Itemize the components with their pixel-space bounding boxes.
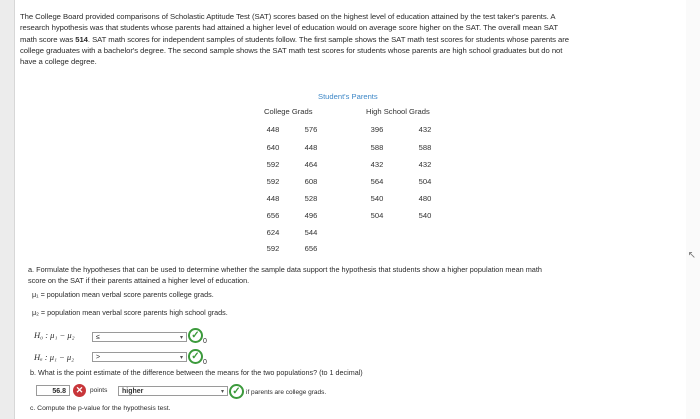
table-cell: 588 xyxy=(370,143,384,152)
table-cell: 656 xyxy=(304,244,318,253)
correct-check-icon: ✓ xyxy=(229,384,244,399)
table-cell: 448 xyxy=(304,143,318,152)
table-header: Student's Parents xyxy=(318,92,378,101)
intro-line-3 xyxy=(20,34,685,45)
table-cell: 540 xyxy=(418,211,432,220)
col-header-college: College Grads xyxy=(264,107,313,116)
left-margin-bar xyxy=(0,0,15,419)
table-cell: 432 xyxy=(370,160,384,169)
correct-check-icon: ✓ xyxy=(188,349,203,364)
table-cell: 528 xyxy=(304,194,318,203)
point-estimate-input[interactable]: 56.8 xyxy=(36,385,70,396)
table-cell: 396 xyxy=(370,125,384,134)
h0-label: H₀ : μ₁ − μ₂ xyxy=(34,330,75,340)
col-header-highschool: High School Grads xyxy=(366,107,430,116)
table-cell: 432 xyxy=(418,125,432,134)
intro-line-4: college graduates with a bachelor's degree. The second sample shows the SAT math test scores for students whose parents are high school graduates but do not xyxy=(20,45,563,55)
table-cell: 496 xyxy=(304,211,318,220)
problem-intro xyxy=(20,11,685,67)
table-cell: 540 xyxy=(370,194,384,203)
table-cell: 624 xyxy=(266,228,280,237)
ha-operator-value: > xyxy=(96,354,101,361)
table-cell: 448 xyxy=(266,125,280,134)
part-b-suffix: if parents are college grads. xyxy=(246,389,327,396)
table-cell: 592 xyxy=(266,177,280,186)
table-cell: 448 xyxy=(266,194,280,203)
intro-line-1: The College Board provided comparisons of Scholastic Aptitude Test (SAT) scores based on the highest level of education attained by the test taker's parents. A xyxy=(20,12,556,21)
part-a-line-1: a. Formulate the hypotheses that can be used to determine whether the sample data support the hypothesis that students show a higher population mean math xyxy=(28,265,542,274)
ha-operator-select[interactable] xyxy=(92,352,187,362)
points-label: points xyxy=(90,387,108,394)
incorrect-x-icon: ✕ xyxy=(73,384,86,397)
right-margin-bar xyxy=(686,0,700,419)
overall-mean-value: 514 xyxy=(75,34,88,44)
mu1-definition: μ₁ = population mean verbal score parents college grads. xyxy=(32,290,214,299)
ha-label: Hₐ : μ₁ − μ₂ xyxy=(34,352,75,362)
cursor-icon: ↖ xyxy=(687,250,696,261)
part-c-question: c. Compute the p-value for the hypothesis test. xyxy=(30,405,171,412)
intro-line-3a: math score was xyxy=(20,34,76,44)
intro-line-5: have a college degree. xyxy=(20,57,97,67)
table-cell: 588 xyxy=(418,143,432,152)
chevron-down-icon: ▾ xyxy=(179,355,183,361)
h0-zero: 0 xyxy=(203,338,207,345)
chevron-down-icon: ▾ xyxy=(220,389,224,395)
ha-zero: 0 xyxy=(203,359,207,366)
table-cell: 656 xyxy=(266,211,280,220)
intro-line-3c: . SAT math scores for independent samples of students follow. The first sample shows the SAT math test scores for students whose parents are xyxy=(87,34,570,44)
part-a-line-2: score on the SAT if their parents attained a higher level of education. xyxy=(28,275,250,285)
table-cell: 432 xyxy=(418,160,432,169)
h0-operator-value: ≤ xyxy=(96,334,100,341)
higher-lower-select[interactable] xyxy=(118,386,228,396)
table-cell: 480 xyxy=(418,194,432,203)
table-cell: 504 xyxy=(370,211,384,220)
table-cell: 464 xyxy=(304,160,318,169)
part-a-question xyxy=(28,265,668,286)
table-cell: 544 xyxy=(304,228,318,237)
intro-line-2: research hypothesis was that students whose parents had attained a higher level of education would on average score higher on the SAT. The overall mean SAT xyxy=(20,23,558,33)
table-cell: 640 xyxy=(266,143,280,152)
mu2-definition: μ₂ = population mean verbal score parents high school grads. xyxy=(32,308,228,317)
h0-operator-select[interactable] xyxy=(92,332,187,342)
correct-check-icon: ✓ xyxy=(188,328,203,343)
table-cell: 576 xyxy=(304,125,318,134)
part-b-question: b. What is the point estimate of the difference between the means for the two populations? (to 1 decimal) xyxy=(30,368,363,377)
table-cell: 592 xyxy=(266,244,280,253)
table-cell: 608 xyxy=(304,177,318,186)
table-cell: 504 xyxy=(418,177,432,186)
table-cell: 592 xyxy=(266,160,280,169)
table-cell: 564 xyxy=(370,177,384,186)
chevron-down-icon: ▾ xyxy=(179,335,183,341)
higher-lower-value: higher xyxy=(122,388,144,395)
